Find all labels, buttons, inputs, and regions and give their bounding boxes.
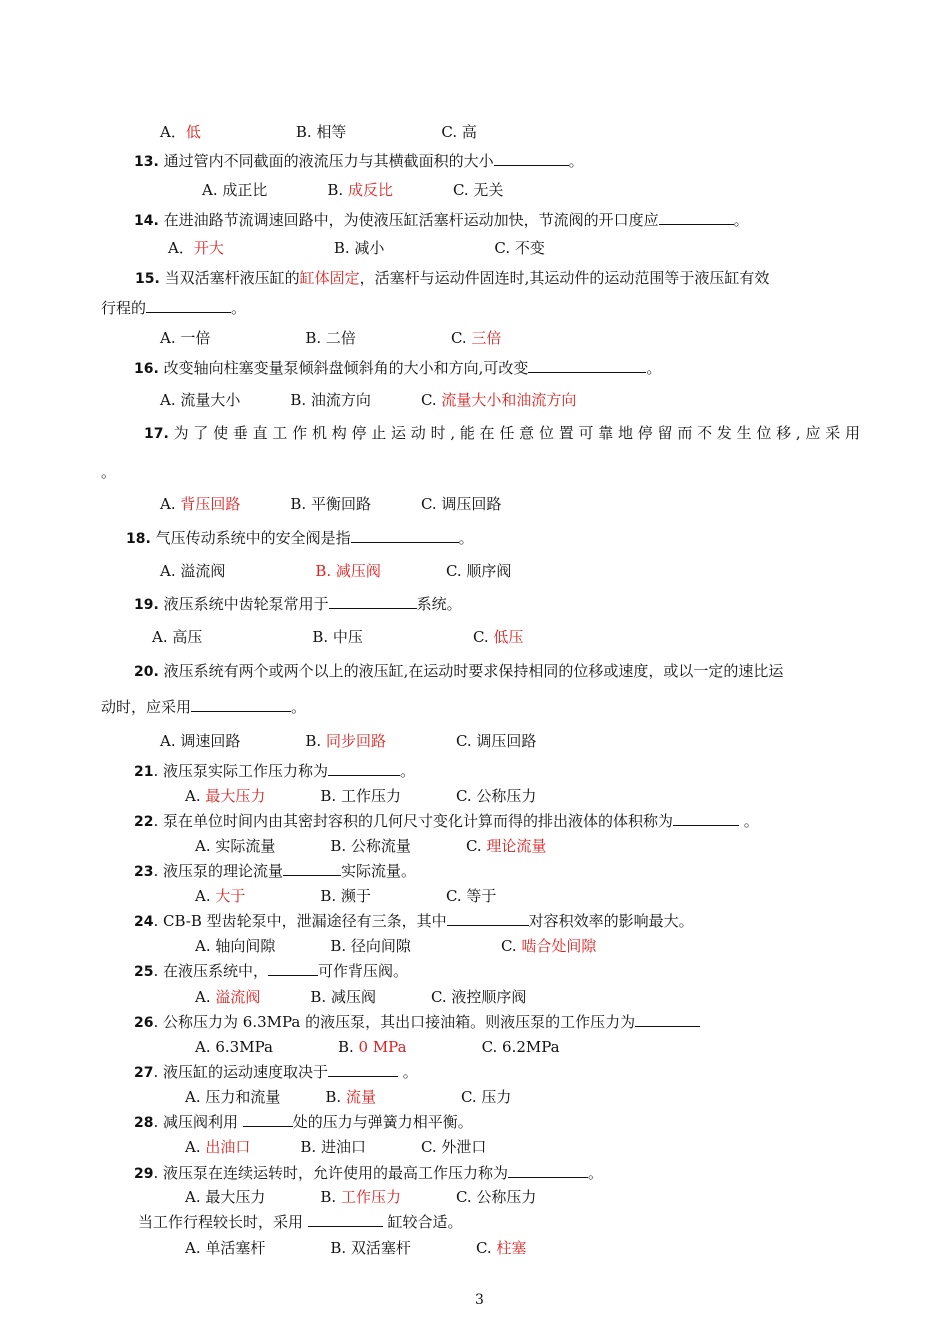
text-line <box>160 328 501 348</box>
text-segment: 通过管内不同截面的液流压力与其横截面积的大小 <box>158 152 494 170</box>
correct-answer: 啮合处间隙 <box>521 937 597 955</box>
text-segment: C. 公称压力 <box>455 1188 537 1206</box>
correct-answer: 缸体固定 <box>299 269 360 287</box>
correct-answer: 流量大小和油流方向 <box>441 391 577 409</box>
text-line <box>152 627 523 647</box>
correct-answer: 成反比 <box>347 181 393 199</box>
answer-blank <box>191 697 291 712</box>
text-segment: 对容积效率的影响最大。 <box>528 912 694 930</box>
text-segment: B. 减压阀 <box>310 988 376 1006</box>
text-segment: B. 双活塞杆 <box>330 1239 411 1257</box>
text-segment: 。 <box>400 762 416 780</box>
text-segment: 气压传动系统中的安全阀是指 <box>150 529 351 547</box>
text-segment: 当工作行程较长时，采用 <box>138 1213 308 1231</box>
text-line <box>134 961 408 982</box>
correct-answer: 低 <box>185 123 201 141</box>
text-segment: 为 了 使 垂 直 工 作 机 构 停 止 运 动 时 , 能 在 任 意 位 置 可 靠 地 停 留 而 不 发 生 位 移 , 应 采 用 <box>168 424 861 442</box>
text-segment: C. 6.2MPa <box>481 1038 560 1056</box>
text-segment: A. 单活塞杆 <box>185 1239 266 1257</box>
text-line <box>144 423 860 444</box>
text-segment: A. <box>160 495 181 513</box>
question-number: 14. <box>134 213 159 229</box>
text-segment: 。 <box>291 698 307 716</box>
correct-answer: 大于 <box>215 887 246 905</box>
text-segment: B. <box>320 1188 341 1206</box>
text-segment: . 液压缸的运动速度取决于 <box>153 1063 329 1081</box>
text-segment: A. 溢流阀 <box>160 562 226 580</box>
text-segment: 。 <box>101 463 117 481</box>
text-line <box>138 1212 463 1232</box>
text-line <box>202 180 503 200</box>
text-segment: 当双活塞杆液压缸的 <box>159 269 300 287</box>
question-number: 20. <box>134 664 159 680</box>
text-segment: C. 压力 <box>460 1088 512 1106</box>
text-line <box>134 661 783 682</box>
text-segment: A. 实际流量 <box>195 837 276 855</box>
text-line <box>101 462 116 482</box>
text-line <box>134 1112 473 1133</box>
text-line <box>185 1187 536 1207</box>
text-segment: B. <box>325 1088 346 1106</box>
text-line <box>195 836 546 856</box>
text-segment: B. 减小 <box>333 239 385 257</box>
question-number: 21 <box>134 764 154 780</box>
text-segment: B. 二倍 <box>305 329 356 347</box>
answer-blank <box>351 528 459 543</box>
text-segment: . 减压阀利用 <box>153 1113 243 1131</box>
question-number: 25 <box>134 964 154 980</box>
text-line <box>160 731 536 751</box>
text-segment: C. 调压回路 <box>420 495 502 513</box>
text-segment: C. <box>472 628 494 646</box>
answer-blank <box>308 1212 383 1227</box>
text-line <box>134 151 584 172</box>
text-line <box>160 122 477 142</box>
text-line <box>134 358 661 379</box>
answer-blank <box>283 861 341 876</box>
text-segment: A. 轴向间隙 <box>195 937 276 955</box>
text-segment: C. <box>420 391 442 409</box>
text-segment: B. 进油口 <box>300 1138 366 1156</box>
text-segment: ，活塞杆与运动件固连时,其运动件的运动范围等于液压缸有效 <box>359 269 770 287</box>
correct-answer: 溢流阀 <box>215 988 261 1006</box>
text-line <box>185 1087 511 1107</box>
text-segment: B. <box>305 732 326 750</box>
correct-answer: B. 减压阀 <box>315 562 381 580</box>
text-line <box>134 1012 700 1033</box>
question-number: 28 <box>134 1115 154 1131</box>
text-segment: C. 等于 <box>445 887 497 905</box>
correct-answer: 出油口 <box>205 1138 251 1156</box>
question-number: 18. <box>126 531 151 547</box>
text-line <box>185 786 536 806</box>
answer-blank <box>508 1163 588 1178</box>
text-segment: C. <box>465 837 487 855</box>
text-line <box>134 594 462 615</box>
correct-answer: 理论流量 <box>486 837 547 855</box>
text-line <box>134 1163 603 1184</box>
text-segment: 。 <box>588 1164 604 1182</box>
question-number: 29 <box>134 1166 154 1182</box>
text-line <box>168 238 545 258</box>
text-segment: A． <box>168 239 194 257</box>
text-segment: 改变轴向柱塞变量泵倾斜盘倾斜角的大小和方向,可改变 <box>158 359 529 377</box>
text-line <box>195 886 496 906</box>
answer-blank <box>328 761 400 776</box>
text-segment: C. 高 <box>441 123 477 141</box>
text-segment: 系统。 <box>416 595 462 613</box>
text-segment: A. 最大压力 <box>185 1188 266 1206</box>
text-segment: C. <box>500 937 522 955</box>
text-line <box>160 494 501 514</box>
text-line <box>195 987 526 1007</box>
question-number: 15. <box>135 271 160 287</box>
correct-answer: 开大 <box>193 239 224 257</box>
answer-blank <box>528 358 646 373</box>
text-segment: 缸较合适。 <box>382 1213 463 1231</box>
answer-blank <box>447 911 529 926</box>
text-segment: . 公称压力为 6.3MPa 的液压泵，其出口接油箱。则液压泵的工作压力为 <box>153 1013 636 1031</box>
answer-blank <box>659 210 734 225</box>
correct-answer: 工作压力 <box>340 1188 401 1206</box>
text-segment: 。 <box>568 152 584 170</box>
text-segment: A. 压力和流量 <box>185 1088 281 1106</box>
text-segment: . CB-B 型齿轮泵中，泄漏途径有三条，其中 <box>153 912 447 930</box>
text-line <box>185 1137 486 1157</box>
question-number: 24 <box>134 914 154 930</box>
text-segment: 动时，应采用 <box>101 698 192 716</box>
answer-blank <box>146 298 231 313</box>
text-segment: C. 无关 <box>452 181 504 199</box>
text-segment: B. 径向间隙 <box>330 937 411 955</box>
text-line <box>101 298 246 318</box>
answer-blank <box>243 1112 293 1127</box>
correct-answer: 三倍 <box>471 329 502 347</box>
text-segment: C. 液控顺序阀 <box>430 988 527 1006</box>
text-line <box>134 861 416 882</box>
text-segment: 实际流量。 <box>341 862 417 880</box>
text-segment: A. <box>185 787 206 805</box>
correct-answer: 0 MPa <box>358 1038 407 1056</box>
text-segment: 液压系统有两个或两个以上的液压缸,在运动时要求保持相同的位移或速度，或以一定的速比运 <box>158 662 784 680</box>
question-number: 26 <box>134 1015 154 1031</box>
text-segment: . 液压泵在连续运转时，允许使用的最高工作压力称为 <box>153 1164 509 1182</box>
question-number: 19. <box>134 597 159 613</box>
text-segment: A. <box>185 1138 206 1156</box>
text-line <box>160 561 511 581</box>
text-line <box>134 761 415 782</box>
text-segment: A. 高压 <box>152 628 203 646</box>
text-segment: B. 濒于 <box>320 887 371 905</box>
text-line <box>134 811 759 832</box>
answer-blank <box>673 811 739 826</box>
text-segment: 液压系统中齿轮泵常用于 <box>158 595 329 613</box>
answer-blank <box>329 594 417 609</box>
text-segment: B. 公称流量 <box>330 837 411 855</box>
answer-blank <box>635 1012 700 1027</box>
text-segment: 。 <box>739 812 759 830</box>
text-segment: 。 <box>398 1063 418 1081</box>
text-segment: B. <box>337 1038 359 1056</box>
text-segment: . 液压泵实际工作压力称为 <box>153 762 329 780</box>
text-segment: 。 <box>231 299 247 317</box>
text-segment: C. <box>450 329 472 347</box>
question-number: 22 <box>134 814 154 830</box>
text-line <box>195 1037 560 1057</box>
text-line <box>126 528 474 549</box>
text-line <box>134 1062 418 1083</box>
text-segment: 。 <box>646 359 662 377</box>
text-line <box>195 936 596 956</box>
text-line <box>101 697 306 717</box>
text-segment: C. 调压回路 <box>455 732 537 750</box>
correct-answer: 最大压力 <box>205 787 266 805</box>
text-segment: A. 流量大小 <box>160 391 241 409</box>
text-segment: 在进油路节流调速回路中，为使液压缸活塞杆运动加快，节流阀的开口度应 <box>158 211 659 229</box>
text-line <box>185 1238 526 1258</box>
text-segment: . 在液压系统中， <box>153 962 269 980</box>
correct-answer: 低压 <box>493 628 524 646</box>
text-segment: A． <box>160 123 186 141</box>
question-number: 13. <box>134 154 159 170</box>
text-segment: . 泵在单位时间内由其密封容积的几何尺寸变化计算而得的排出液体的体积称为 <box>153 812 674 830</box>
text-segment: 行程的 <box>101 299 147 317</box>
text-segment: C. 外泄口 <box>420 1138 487 1156</box>
text-segment: B. <box>327 181 348 199</box>
text-segment: A. <box>195 988 216 1006</box>
text-segment: 。 <box>458 529 474 547</box>
text-segment: A. 调速回路 <box>160 732 241 750</box>
text-segment: B. 平衡回路 <box>290 495 371 513</box>
question-number: 17. <box>144 426 169 442</box>
question-number: 16. <box>134 361 159 377</box>
question-number: 23 <box>134 864 154 880</box>
text-segment: C. 不变 <box>494 239 545 257</box>
correct-answer: 同步回路 <box>325 732 386 750</box>
text-segment: 。 <box>733 211 749 229</box>
text-segment: B. 油流方向 <box>290 391 371 409</box>
text-segment: A. 6.3MPa <box>195 1038 273 1056</box>
text-segment: A. <box>195 887 216 905</box>
text-line <box>134 210 749 231</box>
text-line <box>134 911 694 932</box>
text-line <box>160 390 576 410</box>
page-number: 3 <box>475 1292 484 1308</box>
text-segment: 可作背压阀。 <box>318 962 409 980</box>
answer-blank <box>268 961 318 976</box>
text-segment: C. 公称压力 <box>455 787 537 805</box>
question-number: 27 <box>134 1065 154 1081</box>
text-segment: . 液压泵的理论流量 <box>153 862 284 880</box>
correct-answer: 背压回路 <box>180 495 241 513</box>
text-segment: A. 成正比 <box>202 181 268 199</box>
text-segment: C. <box>475 1239 497 1257</box>
text-segment: 处的压力与弹簧力相平衡。 <box>292 1113 473 1131</box>
text-segment: A. 一倍 <box>160 329 211 347</box>
text-segment: C. 顺序阀 <box>445 562 512 580</box>
text-segment: B. 中压 <box>312 628 363 646</box>
answer-blank <box>494 151 569 166</box>
text-segment: B. 工作压力 <box>320 787 401 805</box>
correct-answer: 柱塞 <box>496 1239 527 1257</box>
text-line <box>135 268 769 289</box>
correct-answer: 流量 <box>345 1088 376 1106</box>
answer-blank <box>328 1062 398 1077</box>
text-segment: B. 相等 <box>295 123 347 141</box>
